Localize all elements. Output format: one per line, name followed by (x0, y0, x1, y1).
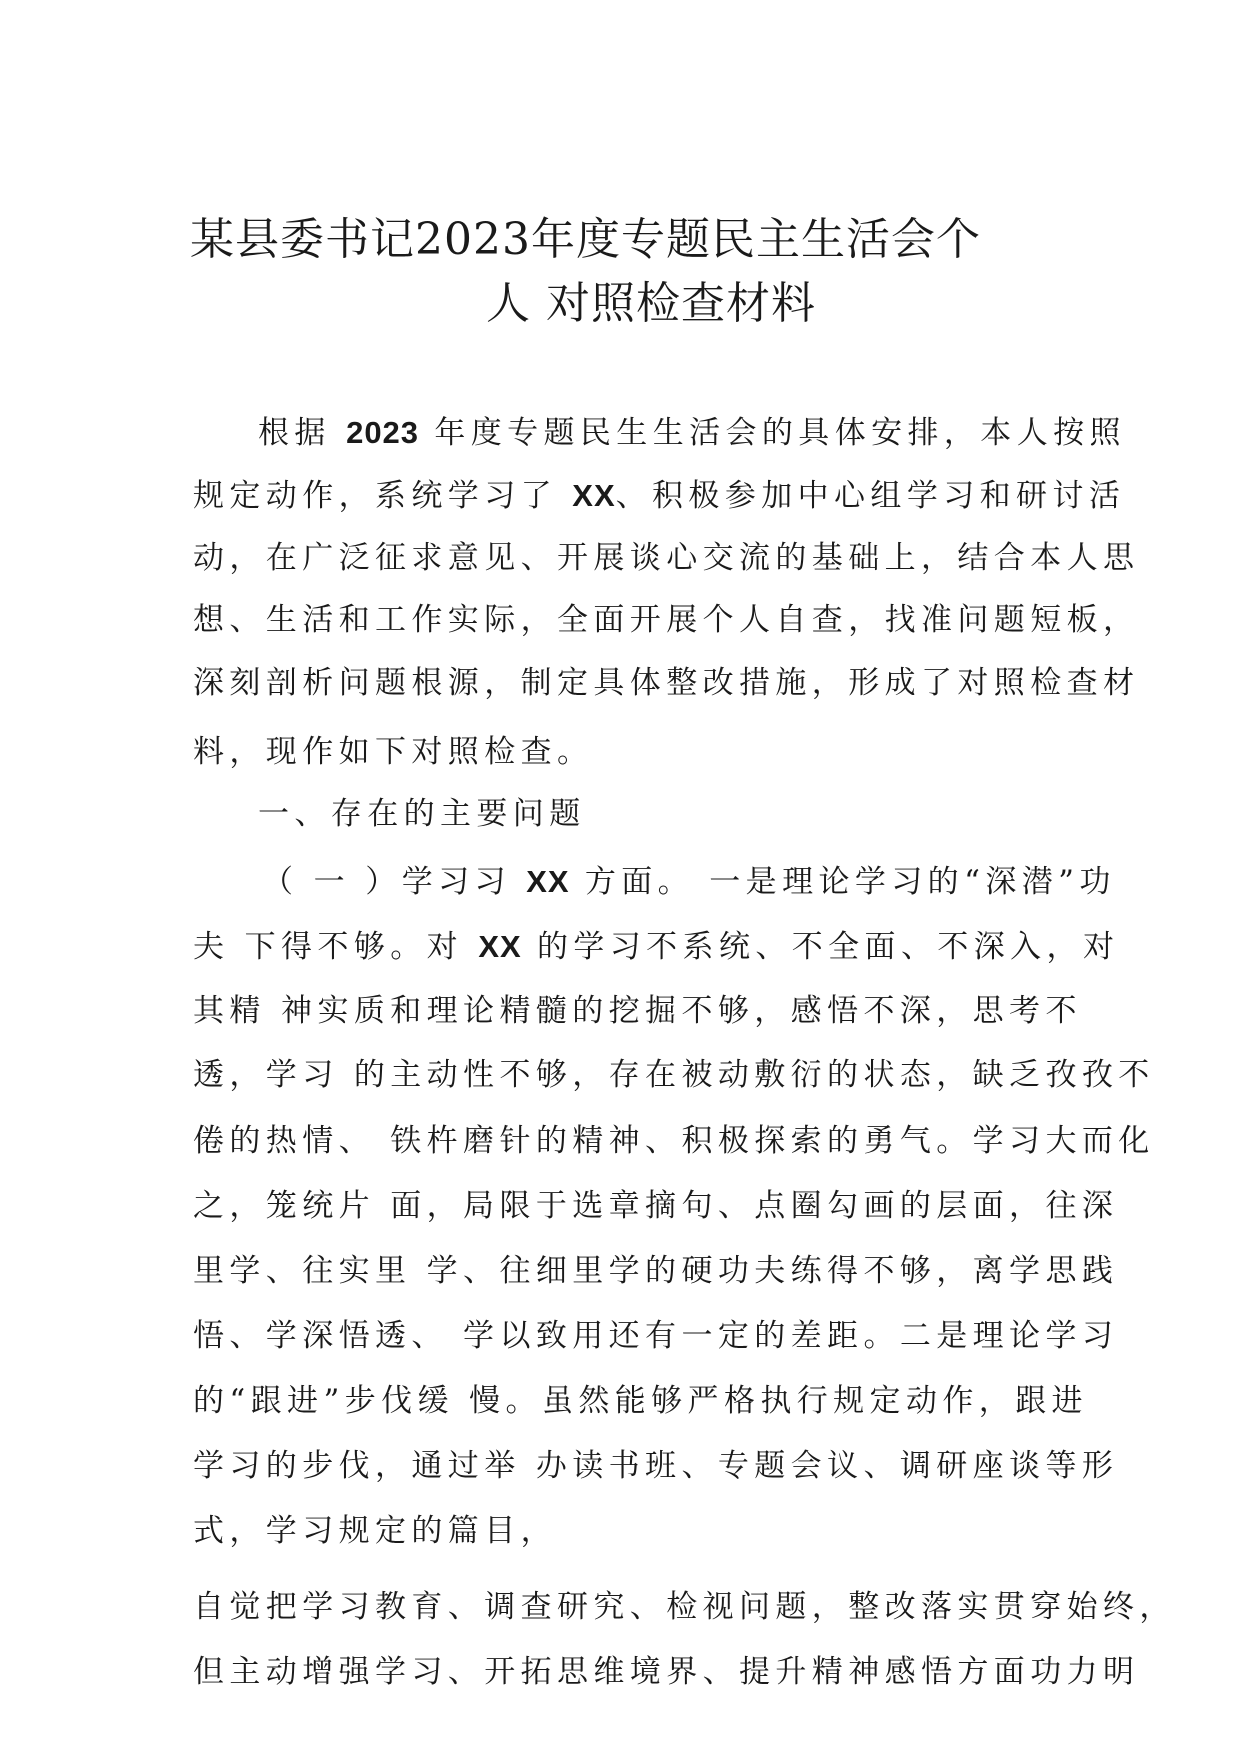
paragraph-2-line-2 (193, 931, 1119, 963)
paragraph-2-line-11: 式，学习规定的篇目， (193, 1513, 557, 1549)
paragraph-text: 年度专题民生生活会的具体安排，本人按照 (434, 415, 1126, 451)
paragraph-1-line-6: 料，现作如下对照检查。 (193, 734, 594, 770)
paragraph-2-line-7: 里学、往实里 学、往细里学的硬功夫练得不够，离学思践 (193, 1253, 1119, 1289)
paragraph-text: （ 一 ）学习习 (262, 864, 511, 900)
paragraph-2-line-1 (262, 866, 1116, 898)
paragraph-2-line-6: 之，笼统片 面，局限于选章摘句、点圈勾画的层面，往深 (193, 1188, 1119, 1224)
paragraph-1-line-2 (193, 480, 1125, 512)
paragraph-3-line-2: 但主动增强学习、开拓思维境界、提升精神感悟方面功力明 (193, 1654, 1140, 1690)
paragraph-text: 根据 (258, 415, 331, 451)
paragraph-text: 夫 下得不够。对 (193, 929, 464, 965)
placeholder-emphasis: XX (526, 864, 570, 899)
paragraph-1-line-1 (258, 417, 1126, 449)
paragraph-text: 、积极参加中心组学习和研讨活 (615, 478, 1126, 514)
year-emphasis: 2023 (346, 415, 420, 450)
paragraph-2-line-8: 悟、学深悟透、 学以致用还有一定的差距。二是理论学习 (193, 1318, 1119, 1354)
paragraph-text: 的学习不系统、不全面、不深入，对 (536, 929, 1120, 965)
paragraph-2-line-9: 的“跟进”步伐缓 慢。虽然能够严格执行规定动作，跟进 (193, 1383, 1088, 1419)
paragraph-3-line-1: 自觉把学习教育、调查研究、检视问题，整改落实贯穿始终， (193, 1589, 1176, 1625)
paragraph-2-line-4: 透，学习 的主动性不够，存在被动敷衍的状态，缺乏孜孜不 (193, 1057, 1155, 1093)
paragraph-text: 方面。 一是理论学习的“深潜”功 (584, 864, 1116, 900)
paragraph-2-line-10: 学习的步伐，通过举 办读书班、专题会议、调研座谈等形 (193, 1448, 1119, 1484)
paragraph-1-line-5: 深刻剖析问题根源，制定具体整改措施，形成了对照检查材 (193, 665, 1140, 701)
placeholder-emphasis: XX (572, 478, 616, 513)
paragraph-1-line-3: 动，在广泛征求意见、开展谈心交流的基础上，结合本人思 (193, 540, 1140, 576)
paragraph-2-line-3: 其精 神实质和理论精髓的挖掘不够，感悟不深，思考不 (193, 993, 1082, 1029)
paragraph-1-line-4: 想、生活和工作实际，全面开展个人自查，找准问题短板， (193, 602, 1140, 638)
paragraph-2-line-5: 倦的热情、 铁杵磨针的精神、积极探索的勇气。学习大而化 (193, 1123, 1155, 1159)
document-title-line-2: 人 对照检查材料 (486, 278, 816, 329)
section-heading: 一、存在的主要问题 (258, 796, 586, 832)
paragraph-text: 规定动作，系统学习了 (193, 478, 557, 514)
document-title-line-1: 某县委书记2023年度专题民主生活会个 (190, 214, 981, 265)
placeholder-emphasis: XX (478, 929, 522, 964)
